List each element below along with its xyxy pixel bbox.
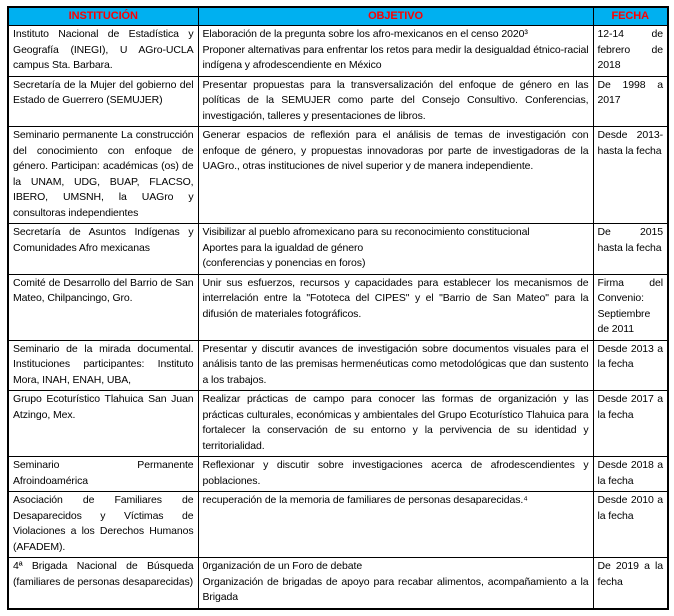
objetivo-cell xyxy=(198,391,593,457)
table-row xyxy=(8,391,668,457)
objetivo-paragraph: Organización de brigadas de apoyo para recabar alimentos, acompañamiento a la Brigada xyxy=(202,575,589,603)
fecha-cell: Desde 2017 a la fecha xyxy=(593,391,668,457)
table-row xyxy=(8,457,668,492)
objetivo-cell xyxy=(198,127,593,224)
table-row xyxy=(8,492,668,558)
header-objetivo: OBJETIVO xyxy=(198,7,593,26)
institucion-cell: Instituto Nacional de Estadística y Geografía (INEGI), U AGro-UCLA campus Sta. Barbara. xyxy=(8,26,198,77)
table-row xyxy=(8,340,668,391)
fecha-cell: De 2015 hasta la fecha xyxy=(593,224,668,275)
objetivo-paragraph: Generar espacios de reflexión para el análisis de temas de investigación con enfoque de género, y propuestas innovadoras por parte de investigadoras de la UAGro., otras instituciones de nivel superior y de manera independiente. xyxy=(202,129,589,172)
objetivo-cell xyxy=(198,274,593,340)
objetivo-paragraph: (conferencias y ponencias en foros) xyxy=(202,257,366,269)
objetivo-paragraph: Reflexionar y discutir sobre investigaciones acerca de afrodescendientes y poblaciones. xyxy=(202,459,589,487)
institucion-cell: Seminario de la mirada documental. Instituciones participantes: Instituto Mora, INAH, ENAH, UBA, xyxy=(8,340,198,391)
objetivo-cell xyxy=(198,76,593,127)
table-row xyxy=(8,26,668,77)
institucion-cell: Secretaría de Asuntos Indígenas y Comunidades Afro mexicanas xyxy=(8,224,198,275)
objetivo-paragraph: Presentar propuestas para la transversalización del enfoque de género en las políticas de la SEMUJER como parte del Consejo Consultivo. Conferencias, investigación, talleres y presentaciones de libros. xyxy=(202,78,589,122)
institucion-cell: Grupo Ecoturístico Tlahuica San Juan Atzingo, Mex. xyxy=(8,391,198,457)
fecha-cell: Desde 2010 a la fecha xyxy=(593,492,668,558)
objetivo-cell xyxy=(198,26,593,77)
objetivo-cell xyxy=(198,558,593,609)
institucion-cell: Comité de Desarrollo del Barrio de San Mateo, Chilpancingo, Gro. xyxy=(8,274,198,340)
institucion-cell: Secretaría de la Mujer del gobierno del Estado de Guerrero (SEMUJER) xyxy=(8,76,198,127)
institucion-cell: Asociación de Familiares de Desaparecidos y Víctimas de Violaciones a los Derechos Humanos (AFADEM). xyxy=(8,492,198,558)
objetivo-cell xyxy=(198,492,593,558)
objetivo-cell xyxy=(198,340,593,391)
objetivo-cell xyxy=(198,224,593,275)
objetivo-paragraph: 0rganización de un Foro de debate xyxy=(202,560,363,572)
institucion-cell: 4ª Brigada Nacional de Búsqueda (familiares de personas desaparecidas) xyxy=(8,558,198,609)
table-row xyxy=(8,274,668,340)
header-institucion: INSTITUCIÓN xyxy=(8,7,198,26)
fecha-cell: De 2019 a la fecha xyxy=(593,558,668,609)
table-header xyxy=(8,7,668,26)
objetivo-paragraph: Realizar prácticas de campo para conocer las formas de organización y las prácticas culturales, económicas y ambientales del Grupo Ecoturístico Tlahuica para fortalecer la conservación de su entorno y la pervivencia de su identidad y territorialidad. xyxy=(202,393,589,452)
objetivo-paragraph: recuperación de la memoria de familiares de personas desaparecidas.⁴ xyxy=(202,494,528,506)
table-row xyxy=(8,127,668,224)
institucion-cell: Seminario permanente La construcción del conocimiento con enfoque de género. Participan: académicas (os) de la UNAM, UDG, BUAP, FLACSO, IBERO, UMSNH, la UAGro y consultoras independientes xyxy=(8,127,198,224)
fecha-cell: 12-14 de febrero de 2018 xyxy=(593,26,668,77)
header-fecha: FECHA xyxy=(593,7,668,26)
fecha-cell: Desde 2013- hasta la fecha xyxy=(593,127,668,224)
collaboration-table xyxy=(7,6,669,610)
objetivo-paragraph: Aportes para la igualdad de género xyxy=(202,241,364,254)
header-row xyxy=(8,7,668,26)
fecha-cell: Firma del Convenio: Septiembre de 2011 xyxy=(593,274,668,340)
objetivo-paragraph: Proponer alternativas para enfrentar los retos para medir la desigualdad étnico-racial indígena y afrodescendiente en México xyxy=(202,43,589,71)
fecha-cell: Desde 2013 a la fecha xyxy=(593,340,668,391)
table-row xyxy=(8,76,668,127)
objetivo-cell xyxy=(198,457,593,492)
fecha-cell: De 1998 a 2017 xyxy=(593,76,668,127)
table-row xyxy=(8,558,668,609)
objetivo-paragraph: Presentar y discutir avances de investigación sobre documentos visuales para el análisis tanto de las premisas hermenéuticas como metodológicas que dan sustento a los trabajos. xyxy=(202,342,589,386)
institucion-cell: Seminario Permanente Afroindoamérica xyxy=(8,457,198,492)
objetivo-paragraph: Unir sus esfuerzos, recursos y capacidades para establecer los mecanismos de interrelación entre la "Fototeca del CIPES" y el "Barrio de San Mateo" para la difusión de materiales fotográficos. xyxy=(202,276,589,320)
fecha-cell: Desde 2018 a la fecha xyxy=(593,457,668,492)
table-row xyxy=(8,224,668,275)
objetivo-paragraph: Elaboración de la pregunta sobre los afro-mexicanos en el censo 2020³ xyxy=(202,28,528,40)
table-body xyxy=(8,26,668,609)
objetivo-paragraph: Visibilizar al pueblo afromexicano para su reconocimiento constitucional xyxy=(202,226,530,238)
